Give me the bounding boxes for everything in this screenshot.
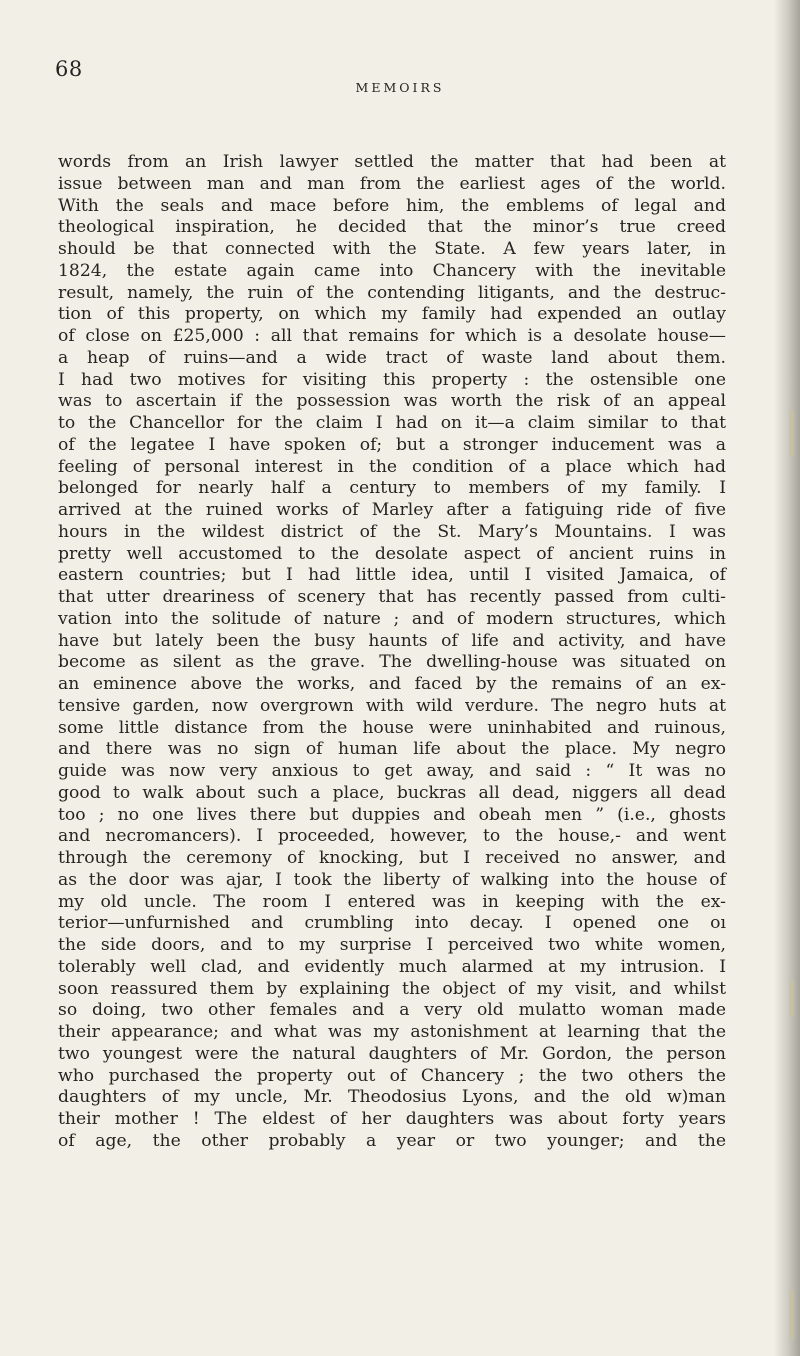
text-line: tolerably well clad, and evidently much alarmed at my intrusion. I — [58, 956, 726, 977]
text-line: daughters of my uncle, Mr. Theodosius Lyons, and the old w)man — [58, 1087, 726, 1108]
text-line: was to ascertain if the possession was worth the risk of an appeal — [58, 391, 726, 412]
text-line: and there was no sign of human life about the place. My negro — [58, 739, 726, 760]
text-line: a heap of ruins—and a wide tract of waste land about them. — [58, 347, 726, 368]
text-line: pretty well accustomed to the desolate aspect of ancient ruins in — [58, 543, 726, 564]
text-line: as the door was ajar, I took the liberty of walking into the house of — [58, 869, 726, 890]
text-line: issue between man and man from the earliest ages of the world. — [58, 173, 726, 194]
text-line: eastern countries; but I had little idea, until I visited Jamaica, of — [58, 565, 726, 586]
text-line: good to walk about such a place, buckras all dead, niggers all dead — [58, 782, 726, 803]
page-edge-mark — [789, 980, 794, 1016]
text-line: become as silent as the grave. The dwelling-house was situated on — [58, 652, 726, 673]
text-line: their mother ! The eldest of her daughters was about forty years — [58, 1109, 726, 1129]
page-number: 68 — [55, 57, 83, 81]
text-line: have but lately been the busy haunts of life and activity, and have — [58, 630, 726, 651]
text-line: With the seals and mace before him, the emblems of legal and — [58, 195, 726, 216]
page-edge-shadow — [774, 0, 800, 1356]
text-line: should be that connected with the State. A few years later, in — [58, 239, 726, 259]
text-line: theological inspiration, he decided that the minor’s true creed — [58, 217, 726, 238]
text-line: two youngest were the natural daughters of Mr. Gordon, the person — [58, 1043, 726, 1064]
text-line: I had two motives for visiting this property : the ostensible one — [58, 369, 726, 390]
text-line: 1824, the estate again came into Chancery with the inevitable — [58, 260, 726, 281]
text-line: who purchased the property out of Chancery ; the two others the — [58, 1065, 726, 1086]
text-line: feeling of personal interest in the condition of a place which had — [58, 456, 726, 477]
running-head: MEMOIRS — [355, 80, 445, 95]
page-edge-mark — [789, 410, 794, 456]
text-line: to the Chancellor for the claim I had on it—a claim similar to that — [58, 413, 726, 433]
text-line: soon reassured them by explaining the object of my visit, and whilst — [58, 978, 726, 999]
text-line: some little distance from the house were uninhabited and ruinous, — [58, 717, 726, 738]
text-line: tensive garden, now overgrown with wild verdure. The negro huts at — [58, 695, 726, 716]
body-text — [58, 152, 726, 1153]
text-line: so doing, two other females and a very old mulatto woman made — [58, 1000, 726, 1021]
text-line: result, namely, the ruin of the contending litigants, and the destruc- — [58, 282, 726, 303]
text-line: guide was now very anxious to get away, and said : “ It was no — [58, 761, 726, 781]
text-line: of close on £25,000 : all that remains for which is a desolate house— — [58, 326, 726, 346]
text-line: of the legatee I have spoken of; but a stronger inducement was a — [58, 434, 726, 455]
text-line: words from an Irish lawyer settled the matter that had been at — [58, 152, 726, 172]
text-line: belonged for nearly half a century to members of my family. I — [58, 478, 726, 499]
text-line: hours in the wildest district of the St. Mary’s Mountains. I was — [58, 521, 726, 542]
text-line: the side doors, and to my surprise I perceived two white women, — [58, 935, 726, 955]
text-line: my old uncle. The room I entered was in keeping with the ex- — [58, 891, 726, 912]
text-line: an eminence above the works, and faced by the remains of an ex- — [58, 674, 726, 694]
text-line: tion of this property, on which my family had expended an outlay — [58, 304, 726, 325]
text-line: arrived at the ruined works of Marley after a fatiguing ride of five — [58, 500, 726, 520]
text-line: terior—unfurnished and crumbling into decay. I opened one oı — [58, 913, 726, 934]
text-line: through the ceremony of knocking, but I received no answer, and — [58, 848, 726, 868]
text-line: that utter dreariness of scenery that has recently passed from culti- — [58, 587, 726, 607]
text-line: and necromancers). I proceeded, however, to the house,- and went — [58, 826, 726, 847]
text-line: vation into the solitude of nature ; and of modern structures, which — [58, 608, 726, 629]
text-line: their appearance; and what was my astonishment at learning that the — [58, 1022, 726, 1042]
page-edge-mark — [789, 1290, 794, 1340]
text-line: too ; no one lives there but duppies and obeah men ” (i.e., ghosts — [58, 804, 726, 825]
text-line: of age, the other probably a year or two younger; and the — [58, 1130, 726, 1151]
